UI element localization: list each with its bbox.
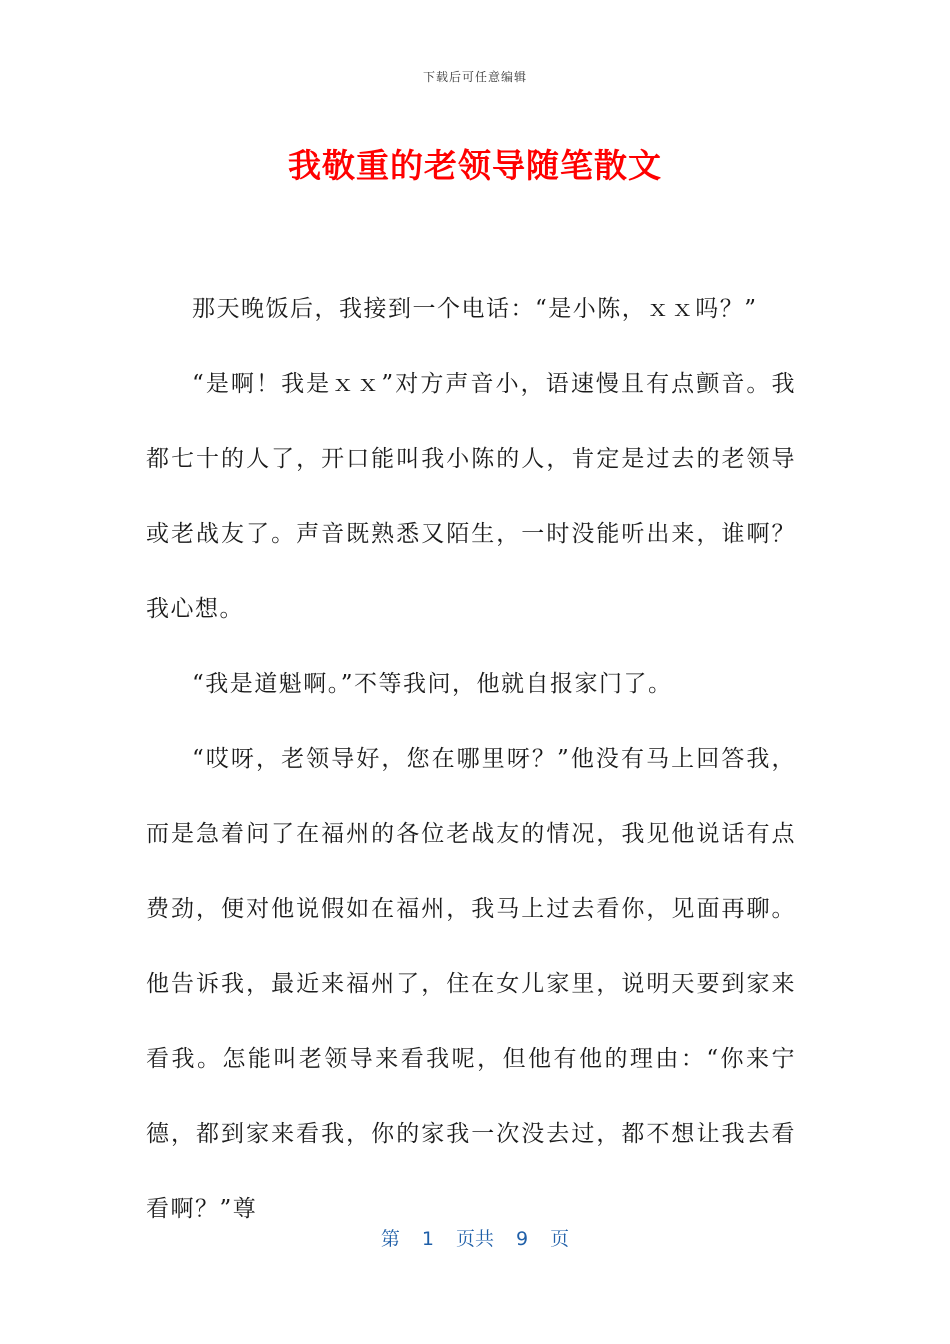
footer-prefix: 第: [380, 1228, 400, 1250]
document-title: 我敬重的老领导随笔散文: [288, 146, 662, 185]
footer-total-pages: 9: [516, 1228, 529, 1250]
footer-current-page: 1: [421, 1228, 434, 1250]
page-footer: [0, 1224, 950, 1251]
paragraph: “是啊！我是ｘｘ”对方声音小，语速慢且有点颤音。我都七十的人了，开口能叫我小陈的人，肯定是过去的老领导或老战友了。声音既熟悉又陌生，一时没能听出来，谁啊？我心想。: [146, 371, 796, 622]
paragraph: “哎呀，老领导好，您在哪里呀？”他没有马上回答我，而是急着问了在福州的各位老战友的情况，我见他说话有点费劲，便对他说假如在福州，我马上过去看你，见面再聊。他告诉我，最近来福州了，住在女儿家里，说明天要到家来看我。怎能叫老领导来看我呢，但他有他的理由：“你来宁德，都到家来看我，你的家我一次没去过，都不想让我去看看啊？”尊: [146, 746, 796, 1222]
paragraph: 那天晚饭后，我接到一个电话：“是小陈，ｘｘ吗？”: [192, 296, 758, 322]
paragraph: “我是道魁啊。”不等我问，他就自报家门了。: [192, 671, 673, 697]
footer-suffix: 页: [550, 1228, 570, 1250]
footer-middle: 页共: [455, 1228, 494, 1250]
header-note: 下载后可任意编辑: [422, 70, 527, 84]
document-body: [146, 272, 796, 1247]
